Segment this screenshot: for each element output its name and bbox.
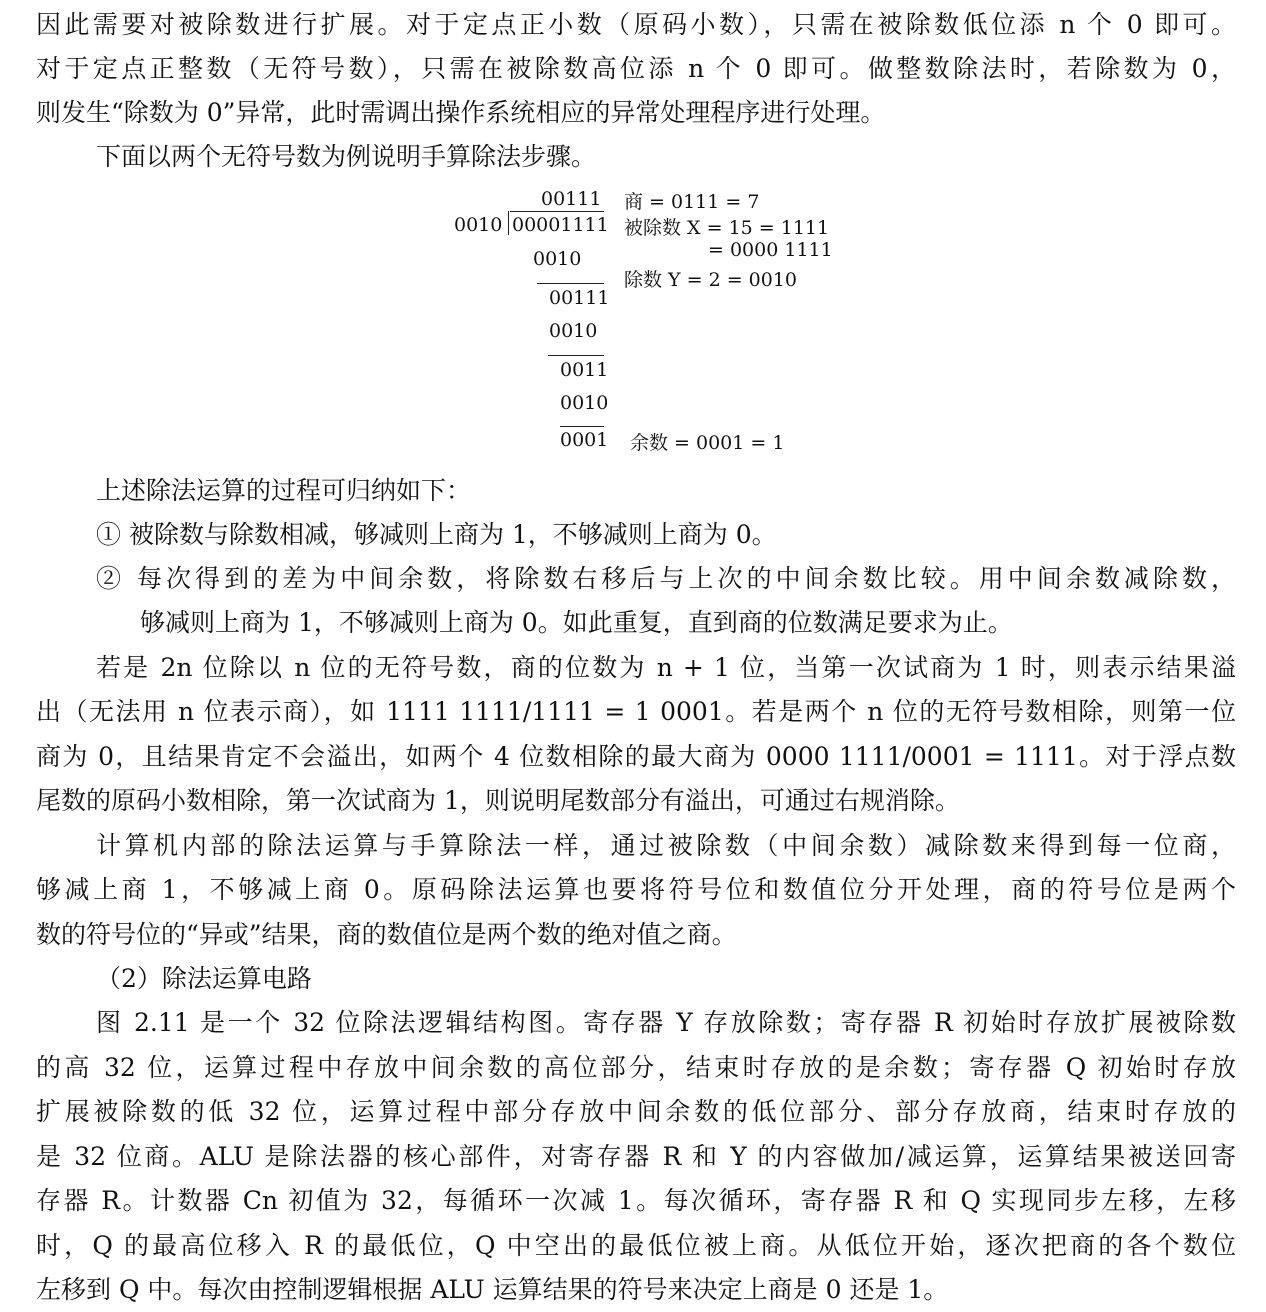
paragraph-line: 图 2.11 是一个 32 位除法逻辑结构图。寄存器 Y 存放除数；寄存器 R 初始时存放扩展被除数 [96, 1008, 1236, 1037]
paragraph-line: 存器 R。计数器 Cn 初值为 32，每循环一次减 1。每次循环，寄存器 R 和 Q 实现同步左移，左移 [36, 1186, 1236, 1215]
paragraph-line: 尾数的原码小数相除，第一次试商为 1，则说明尾数部分有溢出，可通过右规消除。 [36, 786, 960, 815]
section-heading: （2）除法运算电路 [96, 964, 312, 993]
division-remainder: 0001 [560, 429, 609, 451]
note-dividend-extended: = 0000 1111 [708, 239, 833, 261]
division-step: 0010 [549, 320, 598, 342]
division-bracket [508, 211, 509, 235]
paragraph-line: 扩展被除数的低 32 位，运算过程中部分存放中间余数的低位部分、部分存放商，结束时存放的 [36, 1097, 1236, 1126]
paragraph-line: 商为 0，且结果肯定不会溢出，如两个 4 位数相除的最大商为 0000 1111/0001 = 1111。对于浮点数 [36, 742, 1236, 771]
division-rule [560, 426, 604, 427]
paragraph-line: 的高 32 位，运算过程中存放中间余数的高位部分，结束时存放的是余数；寄存器 Q 初始时存放 [36, 1053, 1236, 1082]
note-divisor: 除数 Y = 2 = 0010 [624, 269, 798, 291]
division-dividend: 00001111 [512, 214, 609, 236]
note-dividend: 被除数 X = 15 = 1111 [624, 217, 830, 239]
division-quotient: 00111 [541, 188, 602, 210]
paragraph-line: 因此需要对被除数进行扩展。对于定点正小数（原码小数），只需在被除数低位添 n 个 0 即可。 [36, 10, 1236, 39]
paragraph-line: 计算机内部的除法运算与手算除法一样，通过被除数（中间余数）减除数来得到每一位商， [96, 831, 1236, 860]
paragraph-line: 时，Q 的最高位移入 R 的最低位，Q 中空出的最低位被上商。从低位开始，逐次把商的各个数位 [36, 1231, 1236, 1260]
division-rule [537, 283, 604, 284]
paragraph-line: 上述除法运算的过程可归纳如下： [96, 476, 472, 505]
paragraph-line: 下面以两个无符号数为例说明手算除法步骤。 [96, 142, 597, 171]
list-item: ② 每次得到的差为中间余数，将除数右移后与上次的中间余数比较。用中间余数减除数， [96, 564, 1236, 593]
division-step: 0010 [533, 248, 582, 270]
division-rule [548, 355, 604, 356]
division-step: 00111 [549, 287, 610, 309]
division-divisor: 0010 [454, 214, 503, 236]
paragraph-line: 够减上商 1，不够减上商 0。原码除法运算也要将符号位和数值位分开处理，商的符号位是两个 [36, 875, 1236, 904]
paragraph-line: 左移到 Q 中。每次由控制逻辑根据 ALU 运算结果的符号来决定上商是 0 还是 1。 [36, 1275, 949, 1304]
paragraph-line: 出（无法用 n 位表示商），如 1111 1111/1111 = 1 0001。若是两个 n 位的无符号数相除，则第一位 [36, 697, 1236, 726]
paragraph-line: 数的符号位的“异或”结果，商的数值位是两个数的绝对值之商。 [36, 920, 737, 949]
list-item-continuation: 够减则上商为 1，不够减则上商为 0。如此重复，直到商的位数满足要求为止。 [140, 608, 1013, 637]
paragraph-line: 若是 2n 位除以 n 位的无符号数，商的位数为 n + 1 位，当第一次试商为 1 时，则表示结果溢 [96, 653, 1236, 682]
paragraph-line: 则发生“除数为 0”异常，此时需调出操作系统相应的异常处理程序进行处理。 [36, 98, 886, 127]
note-quotient: 商 = 0111 = 7 [624, 191, 760, 213]
note-remainder: 余数 = 0001 = 1 [630, 432, 785, 454]
list-item: ① 被除数与除数相减，够减则上商为 1，不够减则上商为 0。 [96, 520, 777, 549]
paragraph-line: 是 32 位商。ALU 是除法器的核心部件，对寄存器 R 和 Y 的内容做加/减运算，运算结果被送回寄 [36, 1142, 1236, 1171]
division-step: 0010 [560, 392, 609, 414]
division-step: 0011 [560, 359, 609, 381]
division-bar [510, 211, 604, 212]
paragraph-line: 对于定点正整数（无符号数），只需在被除数高位添 n 个 0 即可。做整数除法时，若除数为 0， [36, 54, 1236, 83]
